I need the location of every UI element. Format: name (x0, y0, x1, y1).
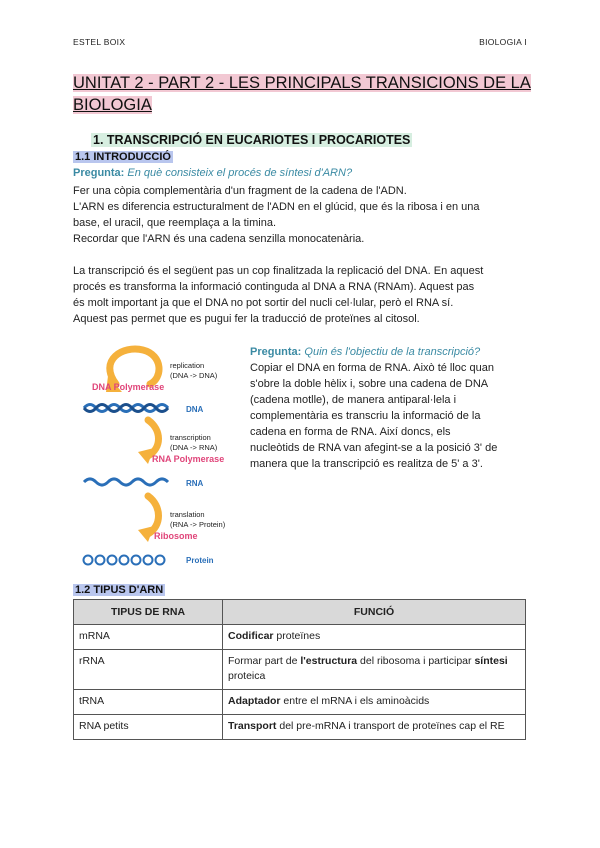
rna-polymerase-label: RNA Polymerase (152, 454, 225, 464)
dna-label: DNA (186, 405, 204, 414)
rna-type-cell: rRNA (74, 650, 223, 690)
paragraph-line: és molt important ja que el DNA no pot sortir del nucli cel·lular, però el RNA sí. (73, 297, 454, 309)
table-row (74, 625, 526, 650)
answer-paragraph (73, 183, 533, 247)
table-row (74, 690, 526, 715)
table-header-function: FUNCIÓ (223, 600, 526, 625)
table-header-type: TIPUS DE RNA (74, 600, 223, 625)
section-heading-text: 1. TRANSCRIPCIÓ EN EUCARIOTES I PROCARIOTES (93, 133, 411, 147)
section-heading-transcription (91, 133, 412, 147)
answer2-line: cadena en forma de RNA. Així doncs, els (250, 426, 451, 438)
paragraph-line: procés es transforma la informació continguda al DNA a RNA (RNAm). Aquest pas (73, 281, 475, 293)
subsection-heading-text: 1.1 INTRODUCCIÓ (75, 151, 171, 163)
dna-polymerase-label: DNA Polymerase (92, 382, 165, 392)
subsection-heading-text: 1.2 TIPUS D'ARN (75, 584, 164, 596)
protein-label: Protein (186, 556, 214, 565)
transcription-label: transcription (170, 433, 211, 442)
answer2-line: manera que la transcripció es realitza de 5' a 3'. (250, 458, 483, 470)
rna-strand (84, 479, 168, 485)
answer2-line: (cadena motlle), de manera antiparal·lela i (250, 394, 457, 406)
rna-type-cell: mRNA (74, 625, 223, 650)
replication-label: replication (170, 361, 205, 370)
answer2-line: s'obre la doble hèlix i, sobre una cadena de DNA (250, 378, 489, 390)
answer-line: Fer una còpia complementària d'un fragment de la cadena de l'ADN. (73, 185, 407, 197)
answer-line: L'ARN es diferencia estructuralment de l'ADN en el glúcid, que és la ribosa i en una (73, 201, 480, 213)
question-1 (73, 167, 352, 179)
transcription-paragraph (73, 263, 533, 327)
paragraph-line: Aquest pas permet que es pugui fer la traducció de proteïnes al citosol. (73, 313, 420, 325)
question-label: Pregunta: (250, 346, 302, 358)
rna-type-cell: RNA petits (74, 715, 223, 740)
table-header-row (74, 600, 526, 625)
rna-function-cell: Formar part de l'estructura del ribosoma i participar síntesi proteica (223, 650, 526, 690)
paragraph-line: La transcripció és el següent pas un cop finalitzada la replicació del DNA. En aquest (73, 265, 484, 277)
rna-function-cell: Transport del pre-mRNA i transport de proteïnes cap el RE (223, 715, 526, 740)
page-title (73, 72, 533, 116)
translation-label: translation (170, 510, 205, 519)
dna-helix (84, 405, 168, 412)
replication-arrow (110, 349, 159, 384)
rna-function-cell: Adaptador entre el mRNA i els aminoàcids (223, 690, 526, 715)
replication-sub-label: (DNA -> DNA) (170, 371, 218, 380)
translation-sub-label: (RNA -> Protein) (170, 520, 226, 529)
header-subject: BIOLOGIA I (479, 37, 527, 47)
objective-block (250, 344, 535, 472)
rna-type-cell: tRNA (74, 690, 223, 715)
rna-label: RNA (186, 479, 204, 488)
page-title-text: UNITAT 2 - PART 2 - LES PRINCIPALS TRANSICIONS DE LA BIOLOGIA (73, 74, 531, 114)
protein-chain (84, 556, 165, 565)
answer-line: base, el uracil, que reemplaça a la timina. (73, 217, 276, 229)
answer2-line: nucleòtids de RNA van afegint-se a la posició 3' de (250, 442, 498, 454)
table-row (74, 650, 526, 690)
ribosome-label: Ribosome (154, 531, 198, 541)
question-text: Quin és l'objectiu de la transcripció? (301, 346, 481, 358)
answer2-line: Copiar el DNA en forma de RNA. Això té lloc quan (250, 362, 494, 374)
answer-line: Recordar que l'ARN és una cadena senzilla monocatenària. (73, 233, 365, 245)
subsection-heading-intro (73, 151, 173, 163)
question-label: Pregunta: (73, 167, 125, 179)
answer2-line: complementària es transcriu la informació de la (250, 410, 481, 422)
question-text: En què consisteix el procés de síntesi d'ARN? (124, 167, 353, 179)
central-dogma-figure (78, 340, 243, 575)
header-author: ESTEL BOIX (73, 37, 126, 47)
transcription-sub-label: (DNA -> RNA) (170, 443, 218, 452)
rna-types-table (73, 599, 526, 740)
rna-function-cell: Codificar proteïnes (223, 625, 526, 650)
question-2 (250, 344, 535, 360)
table-row (74, 715, 526, 740)
subsection-heading-rna-types (73, 584, 165, 596)
